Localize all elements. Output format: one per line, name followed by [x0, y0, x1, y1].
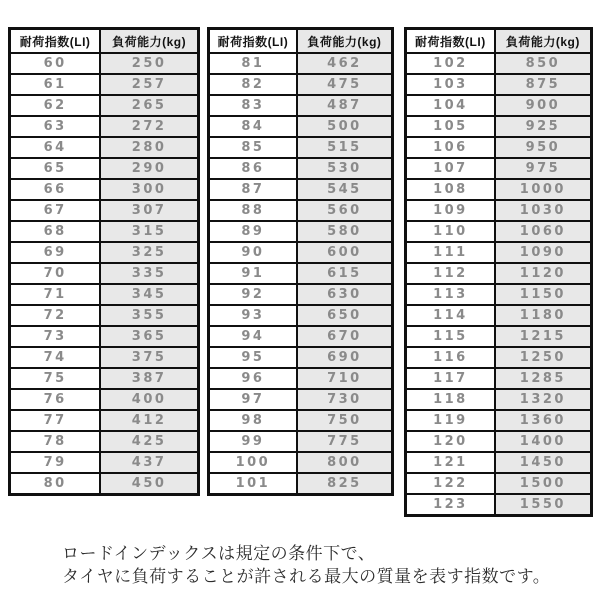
- table-row: [209, 53, 393, 74]
- kg-cell: 1120: [495, 263, 592, 284]
- table-row: [406, 137, 592, 158]
- li-cell: 120: [406, 431, 495, 452]
- kg-cell: 387: [100, 368, 198, 389]
- li-cell: 63: [10, 116, 101, 137]
- li-cell: 113: [406, 284, 495, 305]
- li-cell: 122: [406, 473, 495, 494]
- table-row: [406, 431, 592, 452]
- kg-cell: 975: [495, 158, 592, 179]
- table-row: [406, 116, 592, 137]
- kg-cell: 560: [297, 200, 393, 221]
- table-row: [209, 326, 393, 347]
- kg-cell: 1060: [495, 221, 592, 242]
- kg-cell: 265: [100, 95, 198, 116]
- table-row: [10, 305, 199, 326]
- li-cell: 84: [209, 116, 297, 137]
- header-cell-li: 耐荷指数(LI): [406, 29, 495, 54]
- kg-cell: 1400: [495, 431, 592, 452]
- table-row: [209, 410, 393, 431]
- table-row: [10, 242, 199, 263]
- li-cell: 80: [10, 473, 101, 495]
- table-row: [406, 95, 592, 116]
- kg-cell: 825: [297, 473, 393, 495]
- kg-cell: 900: [495, 95, 592, 116]
- li-cell: 108: [406, 179, 495, 200]
- kg-cell: 850: [495, 53, 592, 74]
- li-cell: 61: [10, 74, 101, 95]
- li-cell: 116: [406, 347, 495, 368]
- kg-cell: 345: [100, 284, 198, 305]
- table-row: [406, 284, 592, 305]
- li-cell: 64: [10, 137, 101, 158]
- load-index-table-102-123: [404, 27, 593, 517]
- table-row: [209, 137, 393, 158]
- table-row: [10, 326, 199, 347]
- table-row: [10, 116, 199, 137]
- kg-cell: 1090: [495, 242, 592, 263]
- li-cell: 76: [10, 389, 101, 410]
- li-cell: 75: [10, 368, 101, 389]
- li-cell: 70: [10, 263, 101, 284]
- kg-cell: 670: [297, 326, 393, 347]
- header-cell-li: 耐荷指数(LI): [10, 29, 101, 54]
- kg-cell: 775: [297, 431, 393, 452]
- li-cell: 100: [209, 452, 297, 473]
- kg-cell: 1450: [495, 452, 592, 473]
- li-cell: 65: [10, 158, 101, 179]
- li-cell: 101: [209, 473, 297, 495]
- table-row: [10, 158, 199, 179]
- kg-cell: 1030: [495, 200, 592, 221]
- table-row: [209, 473, 393, 495]
- table-row: [10, 452, 199, 473]
- table-row: [209, 263, 393, 284]
- table-row: [209, 305, 393, 326]
- header-cell-kg: 負荷能力(kg): [297, 29, 393, 54]
- li-cell: 97: [209, 389, 297, 410]
- table-row: [209, 347, 393, 368]
- load-index-note: [62, 542, 550, 588]
- li-cell: 114: [406, 305, 495, 326]
- li-cell: 62: [10, 95, 101, 116]
- table-row: [209, 284, 393, 305]
- table-row: [209, 431, 393, 452]
- table-row: [10, 410, 199, 431]
- li-cell: 60: [10, 53, 101, 74]
- table-row: [406, 452, 592, 473]
- table-row: [209, 242, 393, 263]
- kg-cell: 300: [100, 179, 198, 200]
- li-cell: 99: [209, 431, 297, 452]
- table-header-row: [10, 29, 199, 54]
- kg-cell: 355: [100, 305, 198, 326]
- table-row: [10, 347, 199, 368]
- li-cell: 117: [406, 368, 495, 389]
- kg-cell: 750: [297, 410, 393, 431]
- table-row: [406, 347, 592, 368]
- kg-cell: 710: [297, 368, 393, 389]
- kg-cell: 690: [297, 347, 393, 368]
- load-index-table: [8, 27, 200, 496]
- li-cell: 123: [406, 494, 495, 516]
- kg-cell: 800: [297, 452, 393, 473]
- kg-cell: 375: [100, 347, 198, 368]
- kg-cell: 412: [100, 410, 198, 431]
- table-row: [406, 305, 592, 326]
- li-cell: 110: [406, 221, 495, 242]
- table-row: [406, 221, 592, 242]
- kg-cell: 1000: [495, 179, 592, 200]
- table-row: [406, 74, 592, 95]
- kg-cell: 925: [495, 116, 592, 137]
- li-cell: 118: [406, 389, 495, 410]
- load-index-table-60-80: [8, 27, 200, 496]
- table-row: [406, 326, 592, 347]
- table-row: [406, 263, 592, 284]
- li-cell: 67: [10, 200, 101, 221]
- kg-cell: 475: [297, 74, 393, 95]
- li-cell: 95: [209, 347, 297, 368]
- table-row: [406, 53, 592, 74]
- kg-cell: 950: [495, 137, 592, 158]
- kg-cell: 615: [297, 263, 393, 284]
- li-cell: 104: [406, 95, 495, 116]
- kg-cell: 515: [297, 137, 393, 158]
- li-cell: 81: [209, 53, 297, 74]
- note-line-1: ロードインデックスは規定の条件下で、: [62, 544, 376, 563]
- table-row: [10, 263, 199, 284]
- li-cell: 109: [406, 200, 495, 221]
- li-cell: 105: [406, 116, 495, 137]
- kg-cell: 425: [100, 431, 198, 452]
- table-row: [209, 116, 393, 137]
- table-header-row: [209, 29, 393, 54]
- kg-cell: 1215: [495, 326, 592, 347]
- li-cell: 111: [406, 242, 495, 263]
- li-cell: 87: [209, 179, 297, 200]
- li-cell: 94: [209, 326, 297, 347]
- table-row: [10, 74, 199, 95]
- header-cell-li: 耐荷指数(LI): [209, 29, 297, 54]
- li-cell: 103: [406, 74, 495, 95]
- kg-cell: 730: [297, 389, 393, 410]
- table-row: [209, 179, 393, 200]
- li-cell: 82: [209, 74, 297, 95]
- kg-cell: 580: [297, 221, 393, 242]
- table-row: [10, 431, 199, 452]
- li-cell: 72: [10, 305, 101, 326]
- table-row: [406, 494, 592, 516]
- li-cell: 102: [406, 53, 495, 74]
- kg-cell: 450: [100, 473, 198, 495]
- li-cell: 71: [10, 284, 101, 305]
- li-cell: 92: [209, 284, 297, 305]
- table-row: [209, 158, 393, 179]
- li-cell: 88: [209, 200, 297, 221]
- table-header-row: [406, 29, 592, 54]
- li-cell: 106: [406, 137, 495, 158]
- kg-cell: 600: [297, 242, 393, 263]
- li-cell: 77: [10, 410, 101, 431]
- li-cell: 112: [406, 263, 495, 284]
- table-row: [10, 179, 199, 200]
- kg-cell: 1550: [495, 494, 592, 516]
- kg-cell: 630: [297, 284, 393, 305]
- li-cell: 69: [10, 242, 101, 263]
- li-cell: 93: [209, 305, 297, 326]
- table-row: [10, 473, 199, 495]
- table-row: [10, 137, 199, 158]
- table-row: [406, 473, 592, 494]
- li-cell: 98: [209, 410, 297, 431]
- table-row: [406, 389, 592, 410]
- table-row: [10, 368, 199, 389]
- kg-cell: 272: [100, 116, 198, 137]
- li-cell: 78: [10, 431, 101, 452]
- table-row: [209, 221, 393, 242]
- li-cell: 115: [406, 326, 495, 347]
- load-index-table-81-101: [207, 27, 394, 496]
- kg-cell: 487: [297, 95, 393, 116]
- li-cell: 119: [406, 410, 495, 431]
- kg-cell: 875: [495, 74, 592, 95]
- li-cell: 68: [10, 221, 101, 242]
- load-index-table: [404, 27, 593, 517]
- table-row: [10, 221, 199, 242]
- kg-cell: 1500: [495, 473, 592, 494]
- li-cell: 96: [209, 368, 297, 389]
- li-cell: 86: [209, 158, 297, 179]
- li-cell: 121: [406, 452, 495, 473]
- kg-cell: 400: [100, 389, 198, 410]
- kg-cell: 1360: [495, 410, 592, 431]
- table-row: [406, 179, 592, 200]
- table-row: [209, 368, 393, 389]
- kg-cell: 650: [297, 305, 393, 326]
- li-cell: 89: [209, 221, 297, 242]
- kg-cell: 257: [100, 74, 198, 95]
- li-cell: 66: [10, 179, 101, 200]
- li-cell: 83: [209, 95, 297, 116]
- kg-cell: 280: [100, 137, 198, 158]
- table-row: [10, 200, 199, 221]
- kg-cell: 462: [297, 53, 393, 74]
- header-cell-kg: 負荷能力(kg): [100, 29, 198, 54]
- li-cell: 73: [10, 326, 101, 347]
- kg-cell: 1180: [495, 305, 592, 326]
- li-cell: 79: [10, 452, 101, 473]
- kg-cell: 335: [100, 263, 198, 284]
- kg-cell: 1285: [495, 368, 592, 389]
- table-row: [10, 95, 199, 116]
- table-row: [406, 242, 592, 263]
- table-row: [209, 452, 393, 473]
- note-line-2: タイヤに負荷することが許される最大の質量を表す指数です。: [62, 567, 551, 586]
- table-row: [209, 74, 393, 95]
- kg-cell: 1320: [495, 389, 592, 410]
- li-cell: 85: [209, 137, 297, 158]
- table-row: [209, 389, 393, 410]
- kg-cell: 290: [100, 158, 198, 179]
- table-row: [406, 158, 592, 179]
- table-row: [406, 368, 592, 389]
- kg-cell: 500: [297, 116, 393, 137]
- load-index-table: [207, 27, 394, 496]
- table-row: [406, 200, 592, 221]
- kg-cell: 365: [100, 326, 198, 347]
- table-row: [209, 200, 393, 221]
- li-cell: 90: [209, 242, 297, 263]
- kg-cell: 1150: [495, 284, 592, 305]
- table-row: [10, 53, 199, 74]
- table-row: [406, 410, 592, 431]
- kg-cell: 437: [100, 452, 198, 473]
- li-cell: 74: [10, 347, 101, 368]
- table-row: [10, 284, 199, 305]
- kg-cell: 250: [100, 53, 198, 74]
- li-cell: 107: [406, 158, 495, 179]
- kg-cell: 315: [100, 221, 198, 242]
- kg-cell: 307: [100, 200, 198, 221]
- kg-cell: 1250: [495, 347, 592, 368]
- kg-cell: 545: [297, 179, 393, 200]
- table-row: [10, 389, 199, 410]
- table-row: [209, 95, 393, 116]
- kg-cell: 325: [100, 242, 198, 263]
- kg-cell: 530: [297, 158, 393, 179]
- li-cell: 91: [209, 263, 297, 284]
- header-cell-kg: 負荷能力(kg): [495, 29, 592, 54]
